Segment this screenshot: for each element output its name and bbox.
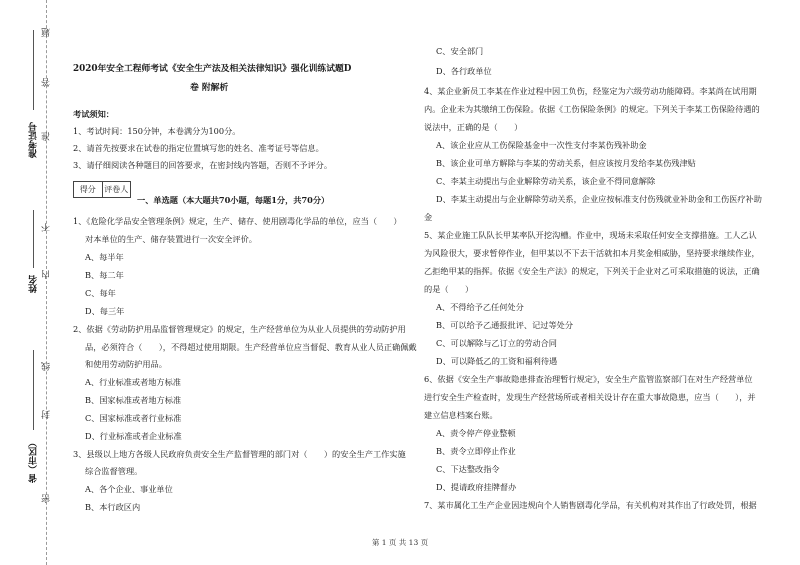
page-footer: 第 1 页 共 13 页 <box>371 538 429 547</box>
question-line: B、可以给予乙通报批评、记过等处分 <box>436 320 574 330</box>
question-line: C、李某主动提出与企业解除劳动关系，该企业不得同意解除 <box>436 176 656 186</box>
grader-label: 评卷人 <box>102 182 131 197</box>
question-line: B、本行政区内 <box>85 502 141 512</box>
question-line: B、责令立即停止作业 <box>436 446 516 456</box>
question-line: 1、《危险化学品安全管理条例》规定，生产、储存、使用剧毒化学品的单位，应当（ ） <box>73 216 402 226</box>
seal-line-char: 答 <box>42 78 52 87</box>
seal-line-char: 准 <box>42 132 52 141</box>
question-line: C、可以解除与乙订立的劳动合同 <box>436 338 557 348</box>
question-line: C、下达整改指令 <box>436 464 500 474</box>
question-line: C、安全部门 <box>436 46 484 56</box>
seal-line-char: 题 <box>42 28 52 37</box>
question-line: 7、某市属化工生产企业因违规向个人销售剧毒化学品，有关机构对其作出了行政处罚，根据 <box>424 500 757 510</box>
question-line: 2、依据《劳动防护用品监督管理规定》的规定，生产经营单位为从业人员提供的劳动防护用 <box>73 324 406 334</box>
question-line: D、行业标准或者企业标准 <box>85 431 182 441</box>
seal-line-char: 密 <box>42 494 52 503</box>
seal-line-char: 不 <box>42 223 52 232</box>
seal-line-char: 线 <box>42 362 52 371</box>
question-line: 的是（ ） <box>424 284 474 294</box>
margin-field-exam-id: 准考证号 <box>29 122 39 158</box>
question-line: A、不得给予乙任何处分 <box>436 302 524 312</box>
seal-line-char: 内 <box>42 270 52 279</box>
question-line: C、每年 <box>85 288 116 298</box>
notice-item: 2、请首先按要求在试卷的指定位置填写您的姓名、准考证号等信息。 <box>73 143 324 153</box>
question-line: A、每半年 <box>85 252 124 262</box>
question-line: 3、县级以上地方各级人民政府负责安全生产监督管理的部门对（ ）的安全生产工作实施 <box>73 449 406 459</box>
question-line: A、行业标准或者地方标准 <box>85 377 181 387</box>
question-line: D、每三年 <box>85 306 125 316</box>
question-line: A、各个企业、事业单位 <box>85 484 173 494</box>
page-title-line1: 2020年安全工程师考试《安全生产法及相关法律知识》强化训练试题D <box>73 64 352 74</box>
question-line: C、国家标准或者行业标准 <box>85 413 182 423</box>
question-line: D、提请政府挂牌督办 <box>436 482 517 492</box>
question-line: 4、某企业新员工李某在作业过程中因工负伤，经鉴定为六级劳动功能障碍。李某尚在试用期 <box>424 86 757 96</box>
question-line: B、该企业可单方解除与李某的劳动关系，但应该按月发给李某伤残津贴 <box>436 158 696 168</box>
question-line: D、各行政单位 <box>436 66 492 76</box>
score-box <box>73 181 131 198</box>
question-line: 品，必须符合（ ），不得超过使用期限。生产经营单位应当督促、教育从业人员正确佩戴 <box>85 342 417 352</box>
margin-field-name-line <box>33 210 34 268</box>
margin-field-province: 省（市区） <box>29 438 39 483</box>
question-line: 金 <box>424 212 433 222</box>
notice-item: 1、考试时间：150分钟，本卷满分为100分。 <box>73 126 241 136</box>
margin-field-province-line <box>33 350 34 430</box>
question-line: 为风险很大，要求暂停作业，但甲某以不下去干活就扣本月奖金相威胁，坚持要求继续作业， <box>424 248 760 258</box>
question-line: 乙拒绝甲某的指挥。依据《安全生产法》的规定，下列关于企业对乙可采取措施的说法，正确 <box>424 266 760 276</box>
question-line: 和使用劳动防护用品。 <box>85 359 167 369</box>
margin-field-exam-id-line <box>33 30 34 110</box>
question-line: 内。企业未为其缴纳工伤保险。依据《工伤保险条例》的规定。下列关于李某工伤保险待遇的 <box>424 104 760 114</box>
notice-heading: 考试须知： <box>73 109 114 119</box>
question-line: D、可以降低乙的工资和福利待遇 <box>436 356 558 366</box>
seal-line-char: 封 <box>42 410 52 419</box>
question-line: 综合监督管理。 <box>85 466 143 476</box>
margin-field-name: 姓名 <box>29 275 39 293</box>
notice-item: 3、请仔细阅读各种题目的回答要求，在密封线内答题，否则不予评分。 <box>73 160 333 170</box>
question-line: B、每二年 <box>85 270 124 280</box>
question-line: B、国家标准或者地方标准 <box>85 395 182 405</box>
question-line: A、责令停产停业整顿 <box>436 428 516 438</box>
question-line: 6、依据《安全生产事故隐患排查治理暂行规定》，安全生产监管监察部门在对生产经营单位 <box>424 374 753 384</box>
page-title-line2: 卷 附解析 <box>190 83 229 93</box>
question-line: 进行安全生产检查时，发现生产经营场所或者相关设计存在重大事故隐患，应当（ ），并 <box>424 392 756 402</box>
question-line: D、李某主动提出与企业解除劳动关系，企业应按标准支付伤残就业补助金和工伤医疗补助 <box>436 194 762 204</box>
question-line: 建立信息档案台账。 <box>424 410 498 420</box>
question-line: 对本单位的生产、储存装置进行一次安全评价。 <box>85 234 257 244</box>
score-label: 得分 <box>79 185 96 194</box>
question-line: 说法中，正确的是（ ） <box>424 122 523 132</box>
question-line: A、该企业应从工伤保险基金中一次性支付李某伤残补助金 <box>436 140 647 150</box>
question-line: 5、某企业施工队队长甲某率队开挖沟槽。作业中，现场未采取任何安全支撑措施。工人乙认 <box>424 230 757 240</box>
section-title: 一、单选题（本大题共70小题，每题1分，共70分） <box>137 195 330 205</box>
